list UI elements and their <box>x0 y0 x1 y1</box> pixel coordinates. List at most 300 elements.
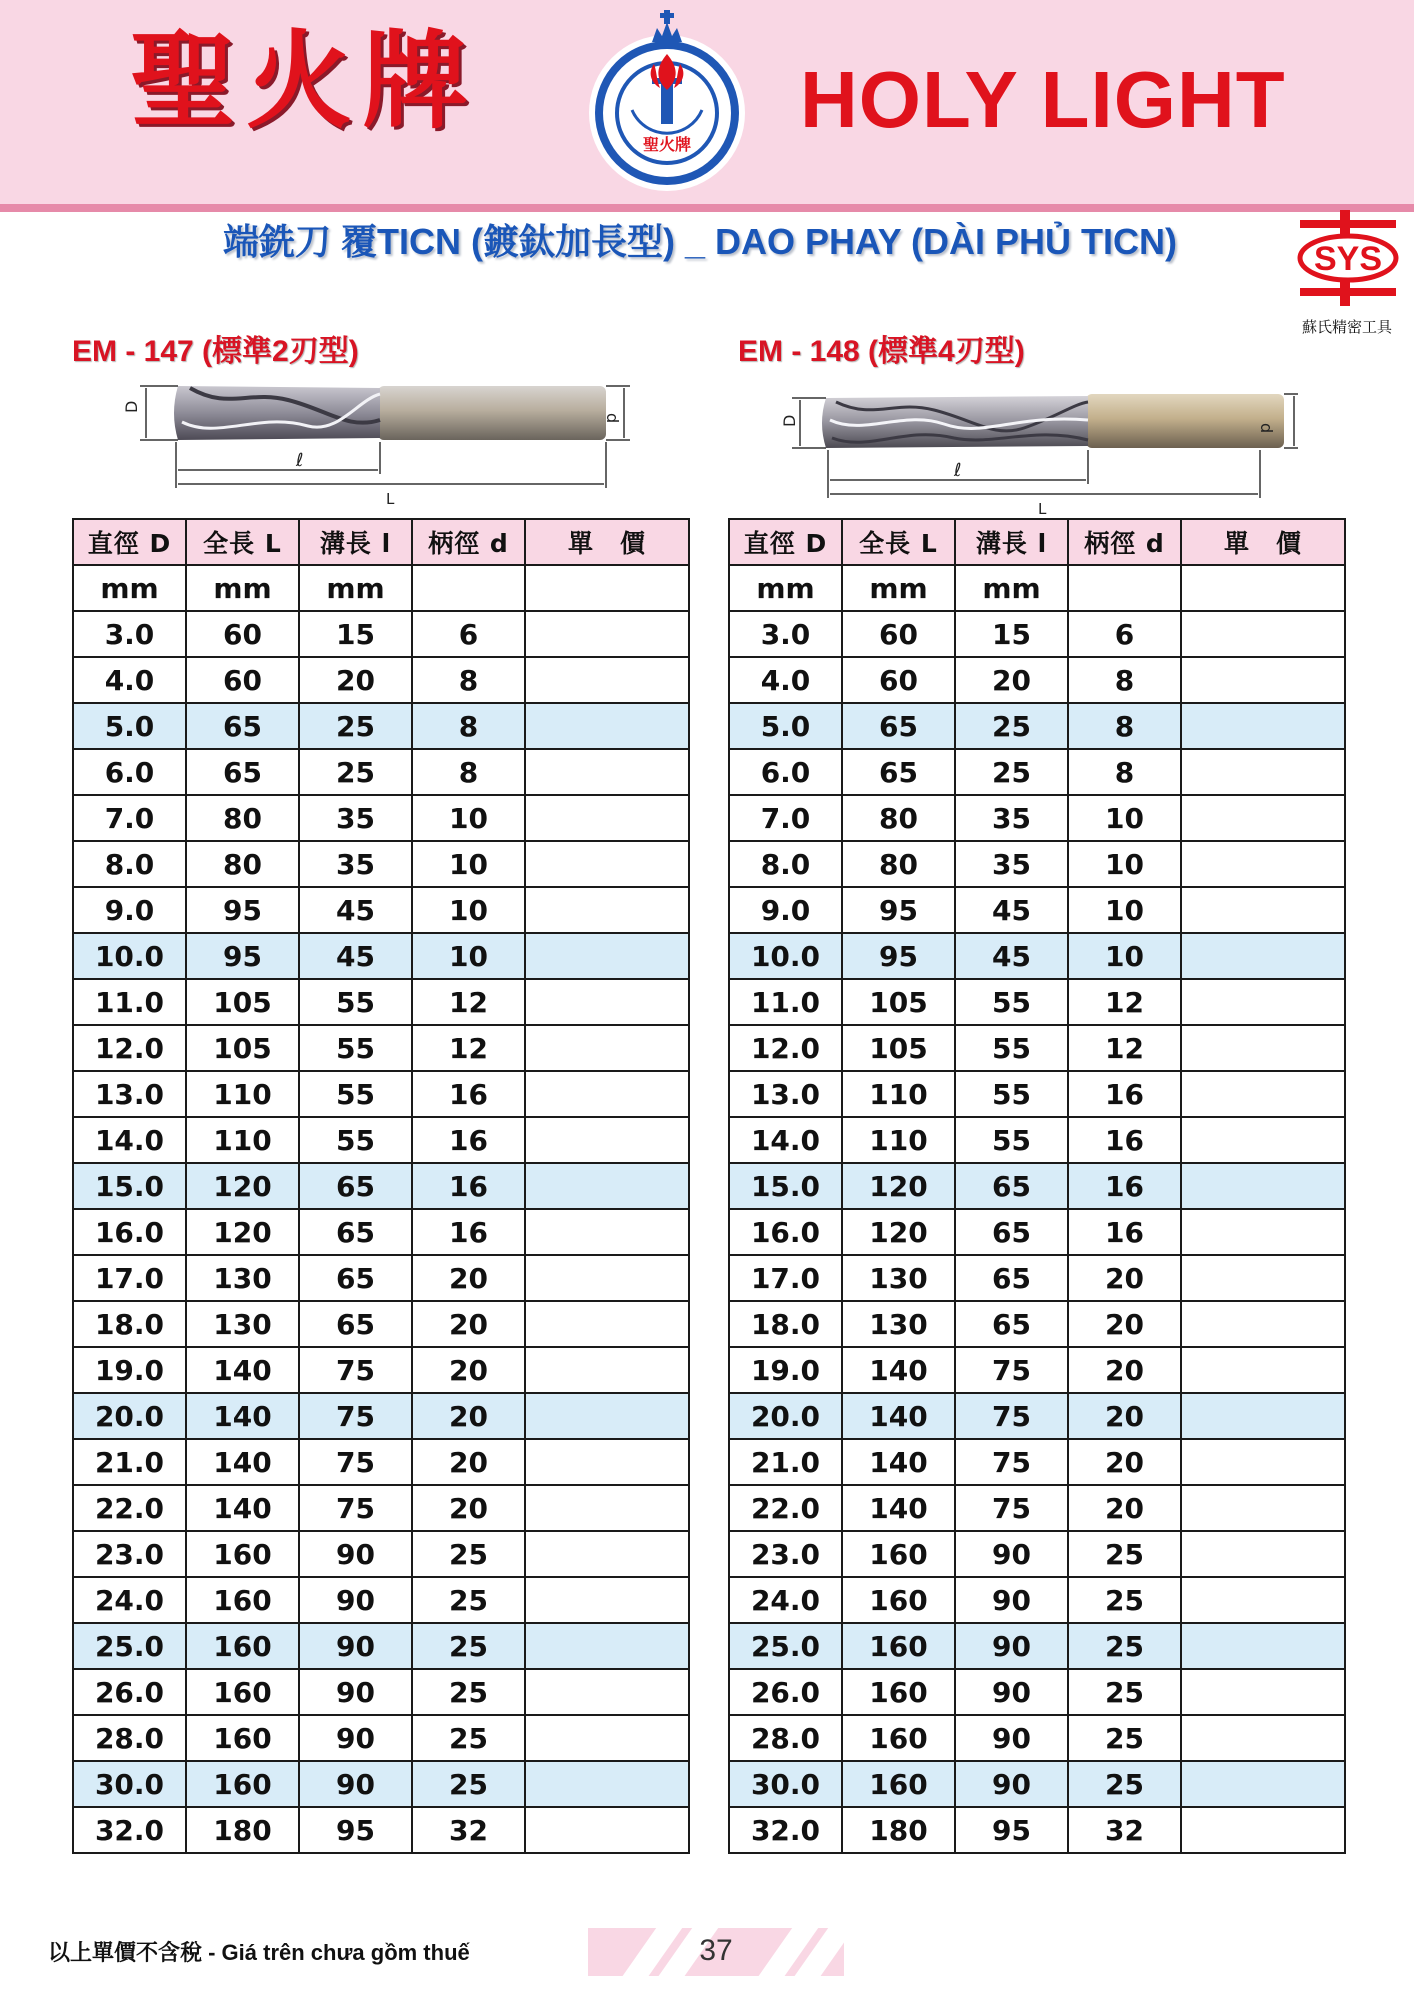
table-row <box>729 1623 1345 1669</box>
table-row <box>73 979 689 1025</box>
cell-D: 19.0 <box>73 1347 186 1393</box>
price-cell <box>1181 887 1345 933</box>
table-row <box>73 1577 689 1623</box>
cell-L: 140 <box>186 1393 299 1439</box>
cell-d: 10 <box>1068 887 1181 933</box>
table-row <box>73 1301 689 1347</box>
cell-l: 75 <box>299 1393 412 1439</box>
cell-D: 10.0 <box>729 933 842 979</box>
cell-l: 55 <box>299 1117 412 1163</box>
cell-L: 120 <box>842 1163 955 1209</box>
cell-L: 160 <box>186 1623 299 1669</box>
unit-cell <box>1181 565 1345 611</box>
cell-D: 20.0 <box>73 1393 186 1439</box>
price-cell <box>525 1623 689 1669</box>
end-mill-4-flute-diagram <box>780 380 1304 518</box>
table-header-row <box>73 519 689 565</box>
cell-D: 6.0 <box>73 749 186 795</box>
cell-d: 25 <box>1068 1669 1181 1715</box>
cell-D: 15.0 <box>729 1163 842 1209</box>
table-row <box>73 933 689 979</box>
cell-l: 55 <box>955 1117 1068 1163</box>
price-cell <box>525 1439 689 1485</box>
cell-l: 65 <box>299 1163 412 1209</box>
table-row <box>729 1807 1345 1853</box>
cell-L: 140 <box>842 1393 955 1439</box>
table-row <box>73 1393 689 1439</box>
price-cell <box>525 1163 689 1209</box>
cell-d: 12 <box>412 979 525 1025</box>
table-row <box>729 1439 1345 1485</box>
cell-d: 20 <box>1068 1439 1181 1485</box>
price-cell <box>1181 1117 1345 1163</box>
table-row <box>729 749 1345 795</box>
price-cell <box>525 1393 689 1439</box>
cell-d: 6 <box>1068 611 1181 657</box>
cell-l: 65 <box>955 1255 1068 1301</box>
cell-d: 10 <box>412 887 525 933</box>
price-cell <box>525 1531 689 1577</box>
cell-L: 110 <box>842 1071 955 1117</box>
cell-l: 65 <box>955 1301 1068 1347</box>
cell-l: 95 <box>299 1807 412 1853</box>
table-row <box>729 1255 1345 1301</box>
price-cell <box>1181 1071 1345 1117</box>
cell-L: 160 <box>842 1761 955 1807</box>
price-cell <box>1181 795 1345 841</box>
cell-D: 5.0 <box>73 703 186 749</box>
cell-L: 120 <box>842 1209 955 1255</box>
price-cell <box>1181 1025 1345 1071</box>
dim-label-L: L <box>386 490 395 508</box>
column-header: 直徑 D <box>729 519 842 565</box>
cell-L: 60 <box>186 657 299 703</box>
cell-d: 6 <box>412 611 525 657</box>
price-cell <box>525 887 689 933</box>
cell-d: 32 <box>412 1807 525 1853</box>
cell-L: 60 <box>186 611 299 657</box>
cell-d: 10 <box>412 933 525 979</box>
cell-L: 65 <box>186 703 299 749</box>
cell-L: 105 <box>186 979 299 1025</box>
cell-L: 140 <box>842 1347 955 1393</box>
column-header: 單 價 <box>525 519 689 565</box>
table-row <box>73 1071 689 1117</box>
unit-cell <box>412 565 525 611</box>
cell-L: 120 <box>186 1209 299 1255</box>
cell-L: 65 <box>842 703 955 749</box>
cell-d: 25 <box>1068 1761 1181 1807</box>
cell-L: 160 <box>186 1715 299 1761</box>
cell-L: 140 <box>186 1439 299 1485</box>
price-cell <box>1181 841 1345 887</box>
cell-d: 25 <box>412 1715 525 1761</box>
table-row <box>729 1669 1345 1715</box>
cell-l: 35 <box>299 795 412 841</box>
cell-l: 65 <box>955 1163 1068 1209</box>
table-row <box>73 1761 689 1807</box>
spec-table-em147 <box>72 518 690 1854</box>
cell-d: 32 <box>1068 1807 1181 1853</box>
cell-L: 130 <box>186 1255 299 1301</box>
end-mill-2-flute-diagram <box>118 370 638 506</box>
brand-name-chinese: 聖火牌 <box>130 18 478 143</box>
price-cell <box>525 1071 689 1117</box>
cell-D: 12.0 <box>73 1025 186 1071</box>
cell-D: 13.0 <box>729 1071 842 1117</box>
cell-d: 20 <box>1068 1485 1181 1531</box>
price-cell <box>525 1117 689 1163</box>
cell-d: 25 <box>412 1623 525 1669</box>
cell-l: 45 <box>299 933 412 979</box>
cell-d: 12 <box>1068 979 1181 1025</box>
cell-d: 8 <box>412 703 525 749</box>
cell-l: 95 <box>955 1807 1068 1853</box>
table-row <box>729 1715 1345 1761</box>
cell-D: 21.0 <box>729 1439 842 1485</box>
cell-D: 17.0 <box>729 1255 842 1301</box>
cell-L: 105 <box>186 1025 299 1071</box>
cell-D: 22.0 <box>73 1485 186 1531</box>
unit-cell: mm <box>73 565 186 611</box>
table-row <box>73 1117 689 1163</box>
cell-d: 8 <box>412 749 525 795</box>
cell-D: 18.0 <box>729 1301 842 1347</box>
table-row <box>729 1301 1345 1347</box>
cell-L: 160 <box>842 1623 955 1669</box>
cell-D: 26.0 <box>729 1669 842 1715</box>
table-row <box>73 795 689 841</box>
cell-L: 105 <box>842 979 955 1025</box>
unit-cell: mm <box>299 565 412 611</box>
cell-l: 90 <box>955 1577 1068 1623</box>
price-cell <box>1181 1669 1345 1715</box>
cell-d: 20 <box>412 1301 525 1347</box>
dim-label-D: D <box>122 400 141 413</box>
cell-L: 65 <box>186 749 299 795</box>
cell-D: 16.0 <box>73 1209 186 1255</box>
cell-D: 25.0 <box>73 1623 186 1669</box>
cell-D: 6.0 <box>729 749 842 795</box>
cell-L: 160 <box>842 1715 955 1761</box>
cell-l: 90 <box>955 1715 1068 1761</box>
column-header: 溝長 l <box>299 519 412 565</box>
cell-d: 10 <box>1068 795 1181 841</box>
cell-l: 15 <box>299 611 412 657</box>
cell-d: 25 <box>412 1761 525 1807</box>
price-cell <box>1181 1393 1345 1439</box>
cell-D: 14.0 <box>73 1117 186 1163</box>
cell-L: 95 <box>842 887 955 933</box>
cell-l: 90 <box>299 1577 412 1623</box>
column-header: 柄徑 d <box>412 519 525 565</box>
cell-d: 16 <box>1068 1209 1181 1255</box>
cell-d: 25 <box>1068 1623 1181 1669</box>
tax-note: 以上單價不含稅 - Giá trên chưa gồm thuế <box>48 1940 470 1965</box>
cell-D: 15.0 <box>73 1163 186 1209</box>
table-row <box>729 1163 1345 1209</box>
cell-d: 20 <box>1068 1301 1181 1347</box>
cell-D: 19.0 <box>729 1347 842 1393</box>
price-cell <box>525 1807 689 1853</box>
cell-d: 25 <box>1068 1531 1181 1577</box>
cell-d: 16 <box>412 1209 525 1255</box>
cell-l: 90 <box>955 1669 1068 1715</box>
cell-L: 95 <box>186 887 299 933</box>
table-row <box>729 1117 1345 1163</box>
cell-l: 25 <box>299 703 412 749</box>
table-row <box>73 611 689 657</box>
price-cell <box>1181 1577 1345 1623</box>
cell-L: 140 <box>842 1485 955 1531</box>
dim-label-l: ℓ <box>296 450 304 471</box>
cell-d: 8 <box>1068 749 1181 795</box>
dim-label-l: ℓ <box>954 460 962 481</box>
table-row <box>729 611 1345 657</box>
cell-l: 45 <box>299 887 412 933</box>
cell-D: 26.0 <box>73 1669 186 1715</box>
cell-D: 9.0 <box>729 887 842 933</box>
cell-D: 7.0 <box>73 795 186 841</box>
cell-d: 10 <box>412 841 525 887</box>
cell-D: 8.0 <box>73 841 186 887</box>
cell-D: 3.0 <box>729 611 842 657</box>
price-cell <box>1181 979 1345 1025</box>
cell-L: 95 <box>186 933 299 979</box>
price-cell <box>525 611 689 657</box>
cell-L: 160 <box>842 1577 955 1623</box>
price-cell <box>1181 1761 1345 1807</box>
cell-D: 30.0 <box>73 1761 186 1807</box>
price-cell <box>1181 1715 1345 1761</box>
cell-D: 24.0 <box>729 1577 842 1623</box>
cell-d: 25 <box>412 1531 525 1577</box>
table-row <box>729 1531 1345 1577</box>
cell-D: 30.0 <box>729 1761 842 1807</box>
cell-l: 75 <box>955 1347 1068 1393</box>
brand-name-english: HOLY LIGHT <box>800 55 1286 144</box>
cell-D: 4.0 <box>73 657 186 703</box>
table-row <box>729 1577 1345 1623</box>
price-cell <box>1181 1485 1345 1531</box>
cell-L: 130 <box>842 1301 955 1347</box>
price-cell <box>1181 1807 1345 1853</box>
cell-l: 90 <box>299 1531 412 1577</box>
price-cell <box>525 1669 689 1715</box>
price-cell <box>1181 1439 1345 1485</box>
cell-L: 160 <box>842 1669 955 1715</box>
cell-L: 65 <box>842 749 955 795</box>
cell-l: 35 <box>955 795 1068 841</box>
cell-D: 9.0 <box>73 887 186 933</box>
cell-d: 8 <box>1068 657 1181 703</box>
table-header-row <box>729 519 1345 565</box>
table-row <box>73 749 689 795</box>
cell-D: 23.0 <box>73 1531 186 1577</box>
cell-d: 16 <box>412 1163 525 1209</box>
table-row <box>73 1439 689 1485</box>
model-label-em147: EM - 147 (標準2刃型) <box>72 335 359 368</box>
cell-L: 140 <box>842 1439 955 1485</box>
table-row <box>729 1209 1345 1255</box>
table-row <box>729 887 1345 933</box>
column-header: 溝長 l <box>955 519 1068 565</box>
price-cell <box>525 795 689 841</box>
cell-D: 23.0 <box>729 1531 842 1577</box>
cell-D: 17.0 <box>73 1255 186 1301</box>
cell-d: 16 <box>412 1117 525 1163</box>
holy-light-emblem-logo <box>562 2 772 207</box>
cell-L: 160 <box>842 1531 955 1577</box>
price-cell <box>1181 1163 1345 1209</box>
cell-l: 65 <box>955 1209 1068 1255</box>
cell-L: 180 <box>186 1807 299 1853</box>
table-row <box>73 703 689 749</box>
cell-D: 12.0 <box>729 1025 842 1071</box>
cell-l: 90 <box>299 1761 412 1807</box>
table-row <box>73 841 689 887</box>
cell-L: 160 <box>186 1531 299 1577</box>
price-cell <box>1181 933 1345 979</box>
cell-d: 10 <box>412 795 525 841</box>
table-row <box>73 1209 689 1255</box>
cell-d: 20 <box>1068 1347 1181 1393</box>
price-cell <box>525 749 689 795</box>
units-row <box>729 565 1345 611</box>
table-row <box>73 1669 689 1715</box>
table-row <box>73 1025 689 1071</box>
table-row <box>73 657 689 703</box>
cell-L: 130 <box>186 1301 299 1347</box>
column-header: 全長 L <box>842 519 955 565</box>
page-title: 端銑刀 覆TICN (鍍鈦加長型) _ DAO PHAY (DÀI PHỦ TICN) <box>222 221 1178 262</box>
price-cell <box>525 1577 689 1623</box>
cell-d: 16 <box>1068 1163 1181 1209</box>
table-row <box>73 1531 689 1577</box>
cell-L: 60 <box>842 657 955 703</box>
cell-l: 75 <box>299 1347 412 1393</box>
table-row <box>729 841 1345 887</box>
table-row <box>73 1347 689 1393</box>
cell-L: 95 <box>842 933 955 979</box>
cell-l: 90 <box>299 1623 412 1669</box>
cell-l: 65 <box>299 1255 412 1301</box>
dim-label-d: d <box>603 413 622 424</box>
column-header: 直徑 D <box>73 519 186 565</box>
cell-l: 15 <box>955 611 1068 657</box>
cell-L: 160 <box>186 1761 299 1807</box>
table-row <box>729 1071 1345 1117</box>
page-number-box <box>588 1928 844 1976</box>
cell-d: 20 <box>1068 1393 1181 1439</box>
cell-L: 130 <box>842 1255 955 1301</box>
price-cell <box>525 1715 689 1761</box>
price-cell <box>525 933 689 979</box>
cell-l: 55 <box>299 979 412 1025</box>
cell-D: 32.0 <box>73 1807 186 1853</box>
cell-D: 4.0 <box>729 657 842 703</box>
cell-l: 65 <box>299 1301 412 1347</box>
cell-l: 20 <box>955 657 1068 703</box>
cell-l: 65 <box>299 1209 412 1255</box>
table-row <box>729 1025 1345 1071</box>
price-cell <box>525 1347 689 1393</box>
page-number: 37 <box>699 1934 733 1967</box>
price-cell <box>525 1485 689 1531</box>
cell-D: 10.0 <box>73 933 186 979</box>
model-label-em148: EM - 148 (標準4刃型) <box>738 335 1025 368</box>
units-row <box>73 565 689 611</box>
price-cell <box>525 1255 689 1301</box>
dim-label-L: L <box>1038 500 1047 518</box>
table-row <box>729 703 1345 749</box>
unit-cell: mm <box>186 565 299 611</box>
table-row <box>73 1623 689 1669</box>
cell-d: 20 <box>412 1347 525 1393</box>
dim-label-d: d <box>1257 423 1276 434</box>
table-row <box>729 1485 1345 1531</box>
unit-cell <box>525 565 689 611</box>
cell-D: 3.0 <box>73 611 186 657</box>
table-row <box>73 1715 689 1761</box>
cell-d: 16 <box>1068 1117 1181 1163</box>
column-header: 柄徑 d <box>1068 519 1181 565</box>
price-cell <box>525 703 689 749</box>
price-cell <box>1181 1255 1345 1301</box>
cell-D: 21.0 <box>73 1439 186 1485</box>
cell-L: 180 <box>842 1807 955 1853</box>
price-cell <box>1181 611 1345 657</box>
cell-L: 110 <box>186 1071 299 1117</box>
price-cell <box>525 841 689 887</box>
cell-d: 12 <box>412 1025 525 1071</box>
cell-L: 80 <box>186 795 299 841</box>
unit-cell <box>1068 565 1181 611</box>
cell-D: 22.0 <box>729 1485 842 1531</box>
table-row <box>729 1347 1345 1393</box>
cell-l: 75 <box>955 1393 1068 1439</box>
cell-D: 13.0 <box>73 1071 186 1117</box>
sys-logo-mark: SYS <box>1313 240 1383 278</box>
cell-L: 110 <box>186 1117 299 1163</box>
dim-label-D: D <box>780 414 799 427</box>
column-header: 全長 L <box>186 519 299 565</box>
price-cell <box>525 1025 689 1071</box>
price-cell <box>525 657 689 703</box>
cell-d: 25 <box>412 1669 525 1715</box>
table-row <box>729 979 1345 1025</box>
cell-L: 160 <box>186 1577 299 1623</box>
cell-l: 90 <box>299 1715 412 1761</box>
price-cell <box>1181 1301 1345 1347</box>
table-row <box>729 795 1345 841</box>
sys-logo-icon <box>1296 208 1400 308</box>
cell-L: 80 <box>842 841 955 887</box>
price-cell <box>525 1301 689 1347</box>
cell-D: 32.0 <box>729 1807 842 1853</box>
cell-d: 16 <box>1068 1071 1181 1117</box>
cell-L: 80 <box>842 795 955 841</box>
price-cell <box>1181 703 1345 749</box>
cell-D: 24.0 <box>73 1577 186 1623</box>
cell-D: 7.0 <box>729 795 842 841</box>
price-cell <box>1181 1347 1345 1393</box>
cell-l: 20 <box>299 657 412 703</box>
cell-L: 140 <box>186 1485 299 1531</box>
cell-l: 35 <box>299 841 412 887</box>
cell-l: 25 <box>955 749 1068 795</box>
cell-L: 60 <box>842 611 955 657</box>
